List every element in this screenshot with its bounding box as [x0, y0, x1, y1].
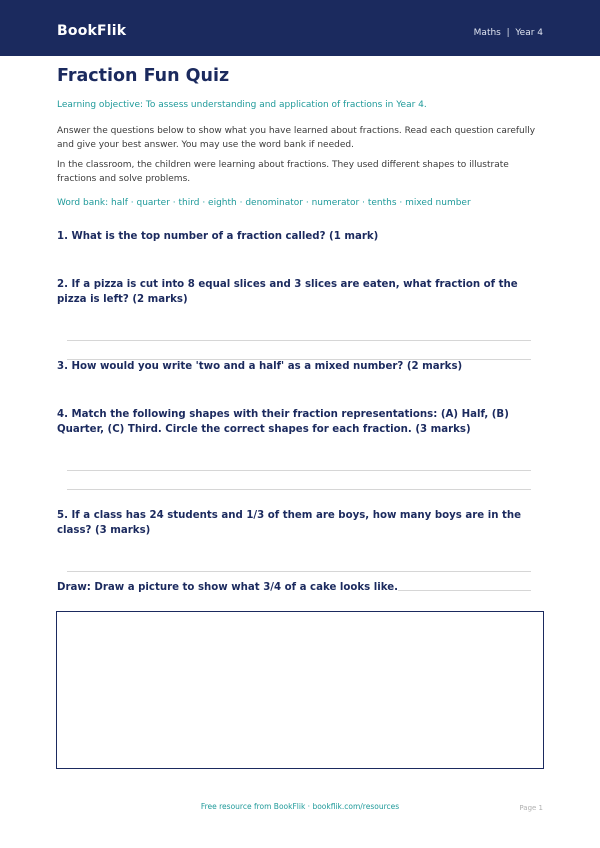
question-2: 2. If a pizza is cut into 8 equal slices and 3 slices are eaten, what fraction of the pizza is left? (2 marks)	[57, 279, 518, 305]
page-title: Fraction Fun Quiz	[57, 66, 230, 86]
page-header	[0, 0, 600, 56]
subject-year-label: Maths | Year 4	[473, 28, 543, 38]
answer-line[interactable]	[67, 470, 531, 471]
word-bank: Word bank: half · quarter · third · eighth · denominator · numerator · tenths · mixed number	[57, 198, 471, 208]
answer-line[interactable]	[67, 489, 531, 490]
intro-paragraph: Answer the questions below to show what you have learned about fractions. Read each question carefully and give your best answer. You may use the word bank if needed.	[57, 126, 536, 150]
context-paragraph: In the classroom, the children were learning about fractions. They used different shapes to illustrate fractions and solve problems.	[57, 160, 509, 184]
question-1: 1. What is the top number of a fraction called? (1 mark)	[57, 231, 379, 242]
page-number: Page 1	[519, 804, 543, 812]
answer-line[interactable]	[67, 571, 531, 572]
question-4: 4. Match the following shapes with their fraction representations: (A) Half, (B) Quarter, (C) Third. Circle the correct shapes for each fraction. (3 marks)	[57, 409, 509, 435]
answer-line[interactable]	[67, 340, 531, 341]
footer-source[interactable]: Free resource from BookFlik · bookflik.com/resources	[200, 802, 400, 811]
question-5: 5. If a class has 24 students and 1/3 of them are boys, how many boys are in the class? (3 marks)	[57, 510, 522, 536]
brand-logo: BookFlik	[57, 23, 127, 39]
question-3: 3. How would you write 'two and a half' as a mixed number? (2 marks)	[57, 361, 463, 372]
drawing-box[interactable]	[56, 611, 544, 769]
draw-prompt: Draw: Draw a picture to show what 3/4 of a cake looks like.	[57, 582, 399, 593]
learning-objective: Learning objective: To assess understanding and application of fractions in Year 4.	[57, 100, 427, 110]
